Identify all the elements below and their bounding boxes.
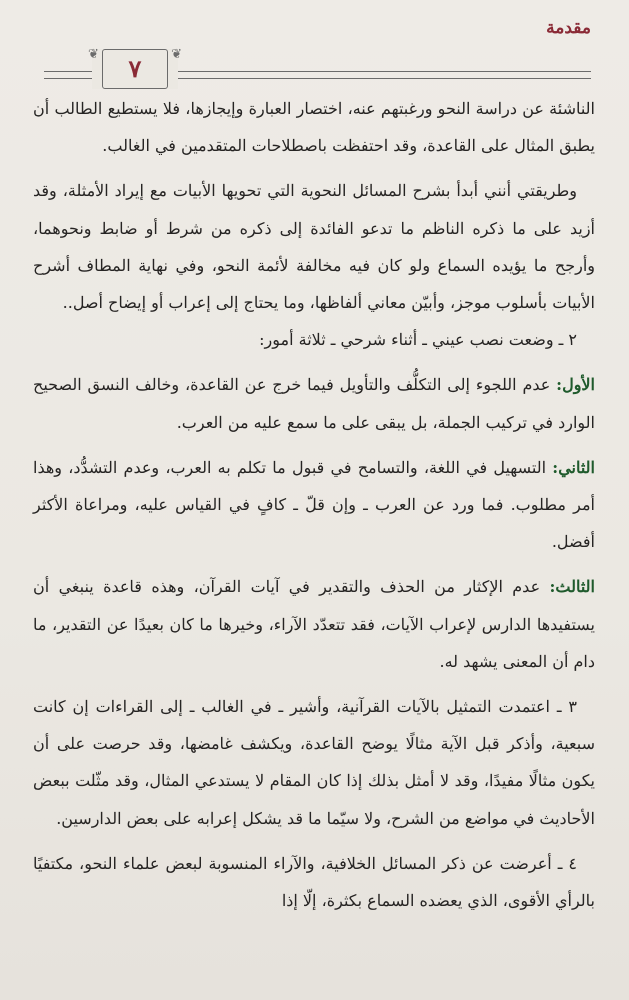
ornament-right-icon: ❦ (171, 47, 182, 62)
page-number-badge (88, 47, 182, 89)
paragraph-point-2: ٢ ـ وضعت نصب عيني ـ أثناء شرحي ـ ثلاثة أمور: (259, 330, 577, 350)
section-title: مقدمة (546, 18, 591, 38)
label-first: الأول: (556, 375, 595, 395)
paragraph-intro-end: الناشئة عن دراسة النحو ورغبتهم عنه، اختصار العبارة وإيجازها، فلا يستطيع الطالب أن يطبق المثال على القاعدة، وقد احتفظت باصطلاحات المتقدمين في الغالب. (33, 99, 595, 156)
paragraph-third: الثالث: عدم الإكثار من الحذف والتقدير في آيات القرآن، وهذه قاعدة ينبغي أن يستفيدها الدارس لإعراب الآيات، فقد تتعدّد الآراء، وخيرها ما كان بعيدًا عن التقدير، ما دام أن المعنى يشهد له. (33, 577, 595, 671)
paragraph-method: وطريقتي أنني أبدأ بشرح المسائل النحوية التي تحويها الأبيات مع إيراد الأمثلة، وقد أزيد على ما ذكره الناظم ما تدعو الفائدة إلى ذكره من شرط أو ضابط ونحوهما، وأرجح ما يؤيده السماع ولو كان فيه مخالفة لأئمة النحو، وفي نهاية المطاف أشرح الأبيات بأسلوب موجز، وأبيّن معاني ألفاظها، وما يحتاج إلى إعراب أو إيضاح أصل.. (33, 181, 595, 313)
paragraph-second: الثاني: التسهيل في اللغة، والتسامح في قبول ما تكلم به العرب، وعدم التشدُّد، وهذا أمر مطلوب. فما ورد عن العرب ـ وإن قلّ ـ كافٍ في القياس عليه، ومراعاة الأكثر أفضل. (33, 457, 595, 552)
paragraph-point-4: ٤ ـ أعرضت عن ذكر المسائل الخلافية، والآراء المنسوبة لبعض علماء النحو، مكتفيًا بالرأي الأقوى، الذي يعضده السماع بكثرة، إلّا إذا (33, 853, 595, 911)
ornament-left-icon: ❦ (88, 47, 99, 62)
label-second: الثاني: (552, 457, 595, 477)
label-third: الثالث: (549, 577, 595, 597)
page-number: ٧ (128, 54, 142, 83)
paragraph-point-3: ٣ ـ اعتمدت التمثيل بالآيات القرآنية، وأشير ـ في الغالب ـ إلى القراءات إن كانت سبعية، وأذكر قبل الآية مثالًا يوضح القاعدة، ويكشف غامضها، وقد حرصت على أن يكون مثالًا مفيدًا، وقد لا أمثل بذلك إذا كان المقام لا يستدعي المثال، وقد مثّلت ببعض الأحاديث في مواضع من الشرح، ولا سيّما ما قد يشكل إعرابه على بعض الدارسين. (33, 697, 595, 828)
page-body (33, 90, 595, 919)
paragraph-first: الأول: عدم اللجوء إلى التكلُّف والتأويل فيما خرج عن القاعدة، وخالف النسق الصحيح الوارد في تركيب الجملة، بل يبقى على ما سمع عليه من العرب. (33, 375, 595, 432)
page-header (44, 15, 591, 85)
